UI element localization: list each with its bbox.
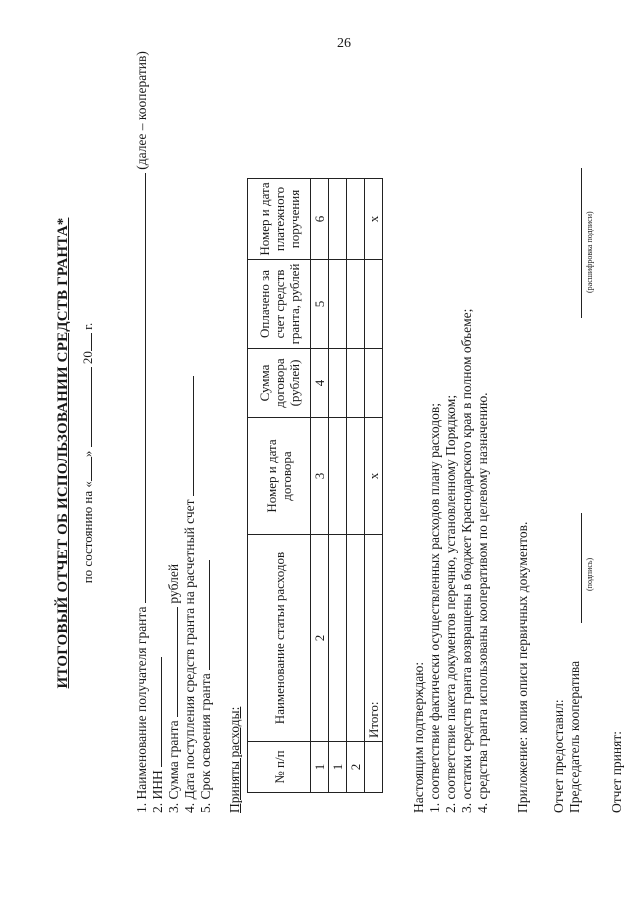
table-cell [364, 259, 382, 348]
field-inn-blank [149, 656, 162, 766]
table-header-row [247, 178, 310, 792]
field-recipient-label: 1. Наименование получателя гранта [133, 606, 149, 813]
col-header-contract: Номер и дата договора [247, 417, 310, 534]
field-inn-label: 2. ИНН [149, 769, 165, 813]
field-amount-suffix: рублей [165, 563, 181, 604]
field-deadline-label: 5. Срок освоения гранта [197, 672, 213, 813]
field-receipt-date-blank [181, 376, 194, 496]
field-deadline-blank [197, 559, 210, 669]
report-title: ИТОГОВЫЙ ОТЧЕТ ОБ ИСПОЛЬЗОВАНИИ СРЕДСТВ ГРАНТА* [54, 217, 71, 688]
table-cell [346, 259, 364, 348]
confirm-item-4: 4. средства гранта использованы кооперативом по целевому назначению. [474, 391, 490, 813]
field-amount-blank [165, 606, 178, 716]
year-suffix: г. [79, 322, 95, 330]
field-amount [165, 563, 182, 812]
table-cell [328, 259, 346, 348]
table-cell: 3 [310, 417, 328, 534]
table-cell: х [364, 178, 382, 259]
signature-caption: (подпись) [584, 557, 594, 591]
table-cell: 2 [346, 741, 364, 792]
report-submitted-label: Отчет предоставил: [550, 698, 566, 813]
field-recipient [133, 51, 150, 813]
table-cell: 6 [310, 178, 328, 259]
month-blank [79, 367, 92, 447]
year-prefix: 20 [79, 350, 95, 364]
table-cell: 1 [328, 741, 346, 792]
table-cell [346, 178, 364, 259]
expenses-heading: Приняты расходы: [226, 706, 242, 813]
col-header-payment-order: Номер и дата платежного поручения [247, 178, 310, 259]
field-recipient-suffix: (далее – кооператив) [133, 50, 149, 170]
decoding-line [581, 168, 582, 318]
table-cell [346, 348, 364, 417]
page-number: 26 [337, 36, 351, 51]
date-prefix: по состоянию на « [79, 480, 95, 583]
table-row [328, 178, 346, 792]
confirm-item-1: 1. соответствие фактически осуществленных расходов плану расходов; [426, 402, 442, 813]
table-cell: 4 [310, 348, 328, 417]
day-blank [79, 457, 92, 481]
field-amount-label: 3. Сумма гранта [165, 719, 181, 813]
date-mid: » [79, 450, 95, 457]
total-label: Итого: [364, 534, 382, 741]
col-header-number: № п/п [247, 741, 310, 792]
col-header-contract-sum: Сумма договора (рублей) [247, 348, 310, 417]
year-blank [79, 333, 92, 351]
field-inn [149, 656, 166, 812]
confirm-item-3: 3. остатки средств гранта возвращены в бюджет Краснодарского края в полном объеме; [458, 308, 474, 813]
table-row [346, 178, 364, 792]
chairman-label: Председатель кооператива [566, 660, 582, 813]
rotated-form [35, 33, 624, 873]
table-cell [328, 348, 346, 417]
table-cell [328, 417, 346, 534]
field-receipt-date [181, 376, 198, 813]
signature-line [581, 513, 582, 623]
decoding-caption: (расшифровка подписи) [584, 210, 594, 293]
report-accepted-label: Отчет принят: [608, 730, 624, 813]
table-number-row [310, 178, 328, 792]
table-cell [328, 534, 346, 741]
table-total-row [364, 178, 382, 792]
table-cell [346, 534, 364, 741]
table-cell [364, 741, 382, 792]
table-cell [346, 417, 364, 534]
field-receipt-date-label: 4. Дата поступления средств гранта на расчетный счет [181, 498, 197, 813]
col-header-item: Наименование статьи расходов [247, 534, 310, 741]
field-recipient-blank [133, 173, 146, 603]
table-cell [328, 178, 346, 259]
confirm-lead: Настоящим подтверждаю: [410, 661, 426, 813]
table-cell [364, 348, 382, 417]
table-cell: 2 [310, 534, 328, 741]
table-cell: х [364, 417, 382, 534]
table-cell: 5 [310, 259, 328, 348]
expenses-table [247, 178, 383, 793]
attachment-note: Приложение: копия описи первичных документов. [514, 521, 530, 813]
col-header-paid: Оплачено за счет средств гранта, рублей [247, 259, 310, 348]
table-cell: 1 [310, 741, 328, 792]
confirm-item-2: 2. соответствие пакета документов перечню, установленному Порядком; [442, 394, 458, 813]
report-date-line [79, 33, 96, 873]
field-deadline [197, 559, 214, 812]
